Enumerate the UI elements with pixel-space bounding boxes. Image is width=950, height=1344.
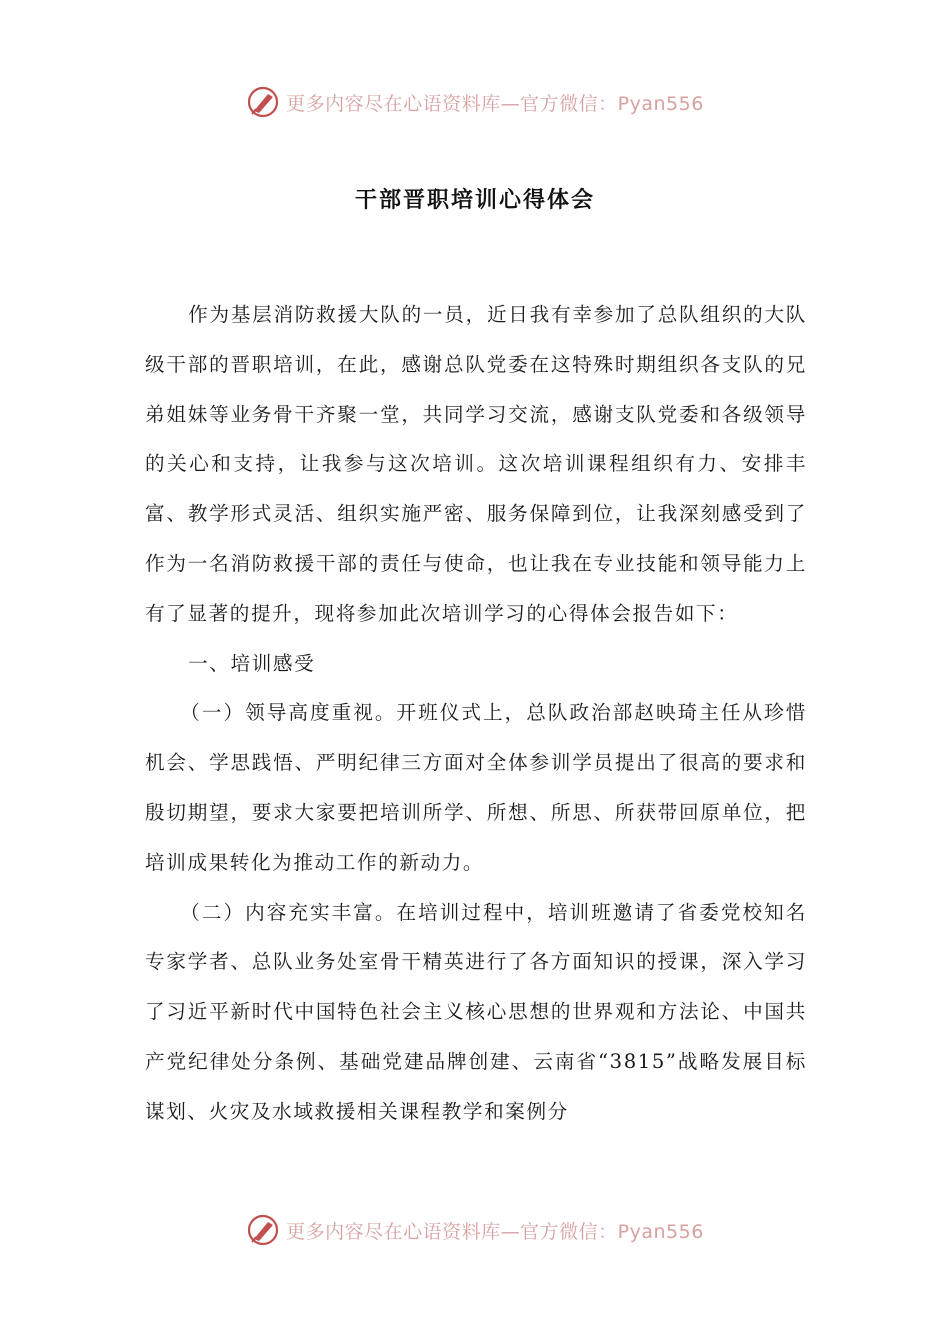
watermark-banner-top xyxy=(0,82,950,122)
watermark-banner-bottom xyxy=(0,1210,950,1250)
paragraph-item-2: （二）内容充实丰富。在培训过程中，培训班邀请了省委党校知名专家学者、总队业务处室骨干精英进行了各方面知识的授课，深入学习了习近平新时代中国特色社会主义核心思想的世界观和方法论、中国共产党纪律处分条例、基础党建品牌创建、云南省“3815”战略发展目标谋划、火灾及水域救援相关课程教学和案例分 xyxy=(145,900,807,1123)
pen-nib-logo-icon xyxy=(246,1213,280,1247)
section-heading: 一、培训感受 xyxy=(188,651,316,675)
watermark-text: 更多内容尽在心语资料库—官方微信：Pyan556 xyxy=(286,92,704,115)
document-body xyxy=(145,290,807,1137)
paragraph-item-1: （一）领导高度重视。开班仪式上，总队政治部赵映琦主任从珍惜机会、学思践悟、严明纪律三方面对全体参训学员提出了很高的要求和殷切期望，要求大家要把培训所学、所想、所思、所获带回原单位，把培训成果转化为推动工作的新动力。 xyxy=(145,701,807,874)
pen-nib-logo-icon xyxy=(246,85,280,119)
document-title: 干部晋职培训心得体会 xyxy=(354,188,595,213)
paragraph-intro: 作为基层消防救援大队的一员，近日我有幸参加了总队组织的大队级干部的晋职培训，在此，感谢总队党委在这特殊时期组织各支队的兄弟姐妹等业务骨干齐聚一堂，共同学习交流，感谢支队党委和各级领导的关心和支持，让我参与这次培训。这次培训课程组织有力、安排丰富、教学形式灵活、组织实施严密、服务保障到位，让我深刻感受到了作为一名消防救援干部的责任与使命，也让我在专业技能和领导能力上有了显著的提升，现将参加此次培训学习的心得体会报告如下： xyxy=(145,303,807,625)
watermark-text: 更多内容尽在心语资料库—官方微信：Pyan556 xyxy=(286,1220,704,1243)
